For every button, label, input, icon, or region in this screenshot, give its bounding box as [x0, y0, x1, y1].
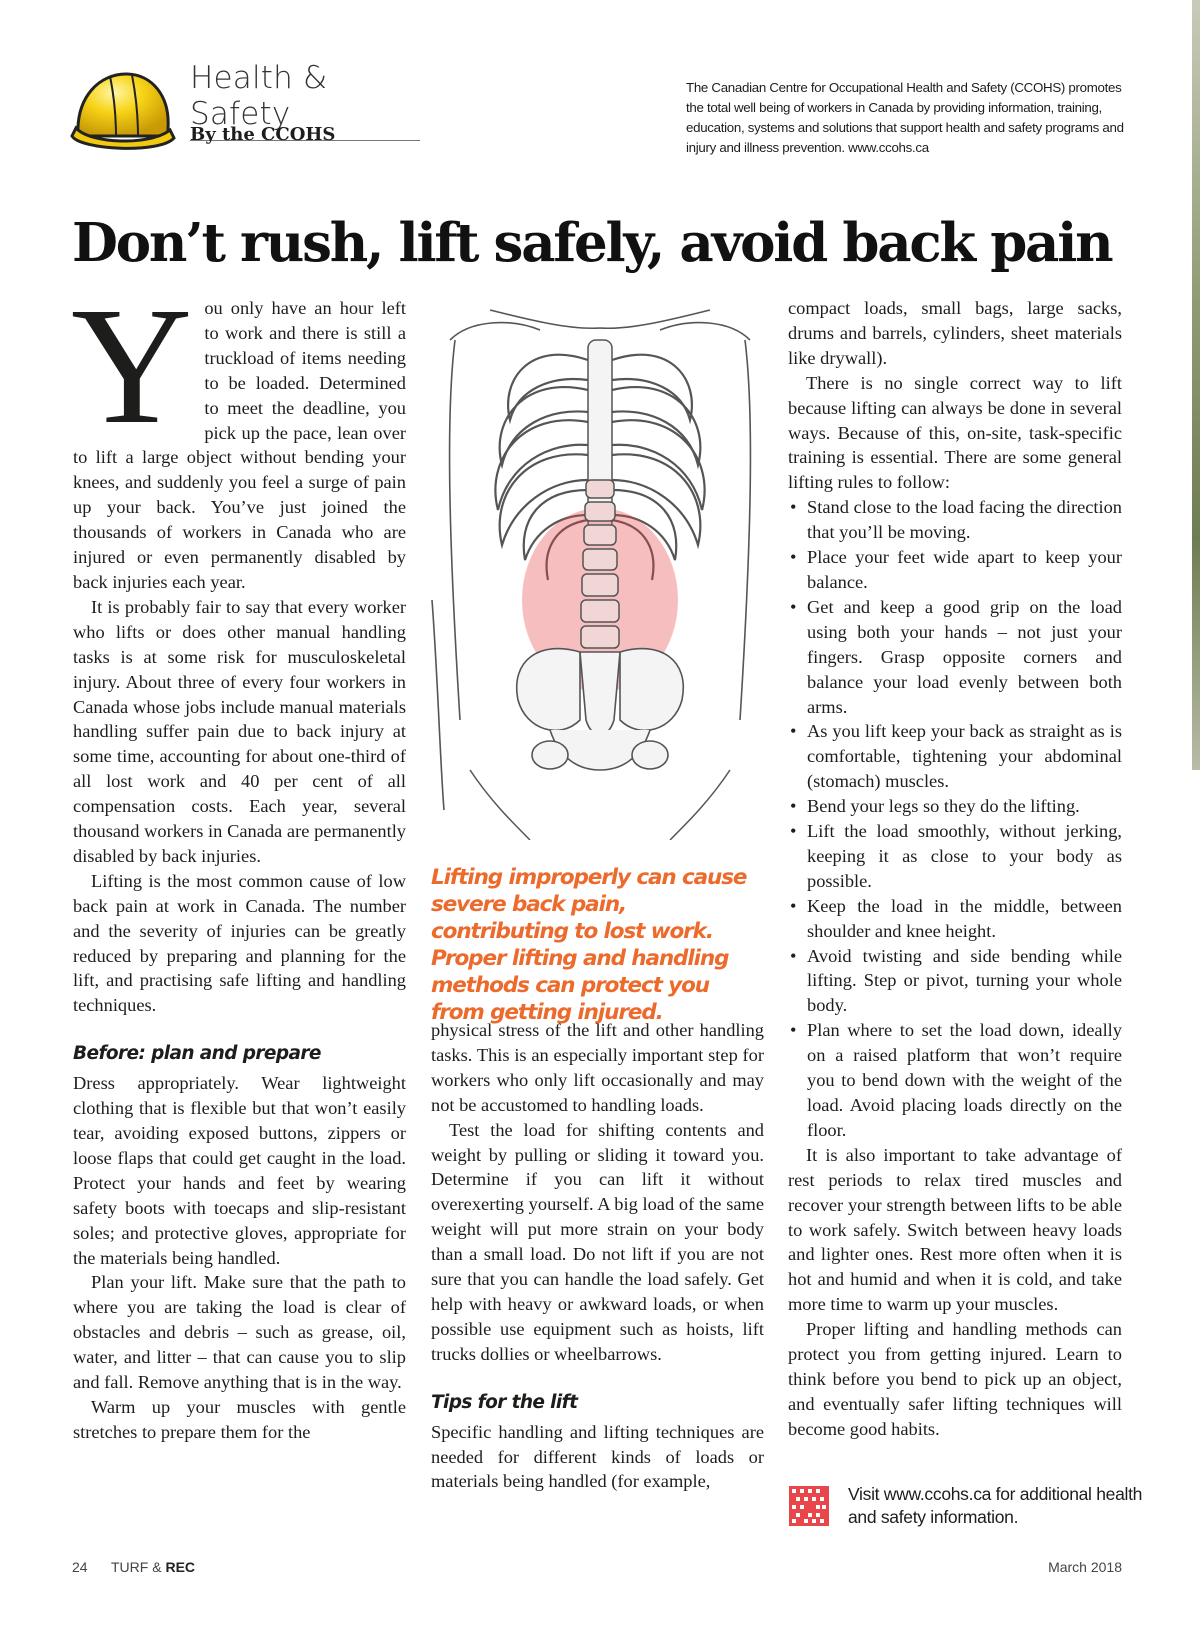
list-item: • Stand close to the load facing the direction that you’ll be moving. [788, 495, 1122, 545]
paragraph: There is no single correct way to lift because lifting can always be done in several ways. Because of this, on-site, task-specific training is essential. There are some general lifting rules to follow: [788, 372, 1122, 493]
list-item: • Avoid twisting and side bending while lifting. Step or pivot, turning your whole body. [788, 944, 1122, 1019]
paragraph: It is also important to take advantage of rest periods to relax tired muscles and recover your strength between lifts to be able to work safely. Switch between heavy loads and lighter ones. Rest more often when it is hot and humid and when it is cold, and take more time to warm up your muscles. [788, 1144, 1122, 1315]
paragraph: Warm up your muscles with gentle stretches to prepare them for the [73, 1396, 406, 1442]
page-number: 24 [72, 1559, 88, 1575]
issue-date: March 2018 [1048, 1559, 1122, 1575]
paragraph: Proper lifting and handling methods can protect you from getting injured. Learn to think before you bend to pick up an object, and eventually safer lifting techniques will become good habits. [788, 1319, 1122, 1439]
skeleton-illustration [430, 300, 770, 840]
column-one [71, 273, 406, 1445]
article-headline: Don’t rush, lift safely, avoid back pain [72, 212, 1112, 274]
intro-paragraph: ou only have an hour left to work and there is still a truckload of items needing to be loaded. Determined to meet the deadline, you pick up the pace, lean over to lift a large object without bending your knees, and suddenly you feel a surge of pain up your back. You’ve just joined the thousands of workers in Canada who are injured or even permanently disabled by back injuries each year. [73, 298, 406, 592]
paragraph: It is probably fair to say that every worker who lifts or does other manual handling tasks is at some risk for musculoskeletal injury. About three of every four workers in Canada whose jobs include manual materials handling suffer pain due to back injury at some time, accounting for about one-third of all lost work and 40 per cent of all compensation costs. Each year, several thousand workers in Canada are permanently disabled by back injuries. [73, 596, 406, 866]
hard-hat-icon [70, 66, 176, 162]
paragraph: Specific handling and lifting techniques are needed for different kinds of loads or materials being handled (for example, [431, 1421, 764, 1492]
paragraph: Lifting is the most common cause of low back pain at work in Canada. The number and the severity of injuries can be greatly reduced by preparing and planning for the lift, and practising safe lifting and handling techniques. [73, 870, 406, 1016]
column-two [431, 1018, 764, 1494]
drop-cap: Y [71, 273, 193, 459]
paragraph: Dress appropriately. Wear lightweight clothing that is flexible but that won’t easily tear, avoiding exposed buttons, zippers or loose flaps that could get caught in the load. Protect your hands and feet by wearing safety boots with toecaps and slip-resistant soles; and protective gloves, appropriate for the materials being handled. [73, 1073, 406, 1268]
byline: By the CCOHS [190, 124, 336, 145]
list-item: • Bend your legs so they do the lifting. [788, 794, 1122, 819]
publication-prefix: TURF & [111, 1559, 162, 1575]
list-item: • Plan where to set the load down, ideally on a raised platform that won’t require you to bend down with the weight of the load. Avoid placing loads directly on the floor. [788, 1018, 1122, 1143]
column-three [788, 296, 1122, 1442]
subhead-before: Before: plan and prepare [73, 1043, 321, 1065]
page-edge-photo-strip [1192, 0, 1200, 770]
list-item: • Get and keep a good grip on the load using both your hands – not just your fingers. Grasp opposite corners and balance your load evenly between both arms. [788, 595, 1122, 720]
publication-bold: REC [165, 1559, 196, 1575]
lifting-rules-list [788, 495, 1122, 1143]
paragraph: Test the load for shifting contents and weight by pulling or sliding it toward you. Determine if you can lift it without overexerting yourself. A big load of the same weight will put more strain on your body than a small load. Do not lift if you are not sure that you can handle the load safely. Get help with heavy or awkward loads, or when possible use equipment such as hoists, lift trucks dollies or wheelbarrows. [431, 1119, 764, 1364]
list-item: • As you lift keep your back as straight as is comfortable, tightening your abdominal (stomach) muscles. [788, 719, 1122, 794]
visit-link-text: Visit www.ccohs.ca for additional health and safety information. [848, 1484, 1143, 1527]
pull-quote: Lifting improperly can cause severe back pain, contributing to lost work. Proper lifting and handling methods can protect you from getting injured. [431, 865, 747, 1025]
organization-note: The Canadian Centre for Occupational Health and Safety (CCOHS) promotes the total well being of workers in Canada by providing information, training, education, systems and solutions that support health and safety programs and injury and illness prevention. www.ccohs.ca [686, 80, 1124, 155]
publication-name [111, 1559, 195, 1575]
paragraph: physical stress of the lift and other handling tasks. This is an especially important step for workers who only lift occasionally and may not be accustomed to handling loads. [431, 1020, 764, 1115]
list-item: • Keep the load in the middle, between shoulder and knee height. [788, 894, 1122, 944]
list-item: • Place your feet wide apart to keep your balance. [788, 545, 1122, 595]
subhead-tips: Tips for the lift [431, 1391, 578, 1413]
paragraph: compact loads, small bags, large sacks, drums and barrels, cylinders, sheet materials like drywall). [788, 298, 1122, 368]
paragraph: Plan your lift. Make sure that the path to where you are taking the load is clear of obstacles and debris – such as grease, oil, water, and litter – that can cause you to slip and fall. Remove anything that is in the way. [73, 1272, 406, 1393]
qr-code-icon [789, 1486, 829, 1526]
section-title: Health & Safety [190, 60, 420, 141]
list-item: • Lift the load smoothly, without jerking, keeping it as close to your body as possible. [788, 819, 1122, 894]
